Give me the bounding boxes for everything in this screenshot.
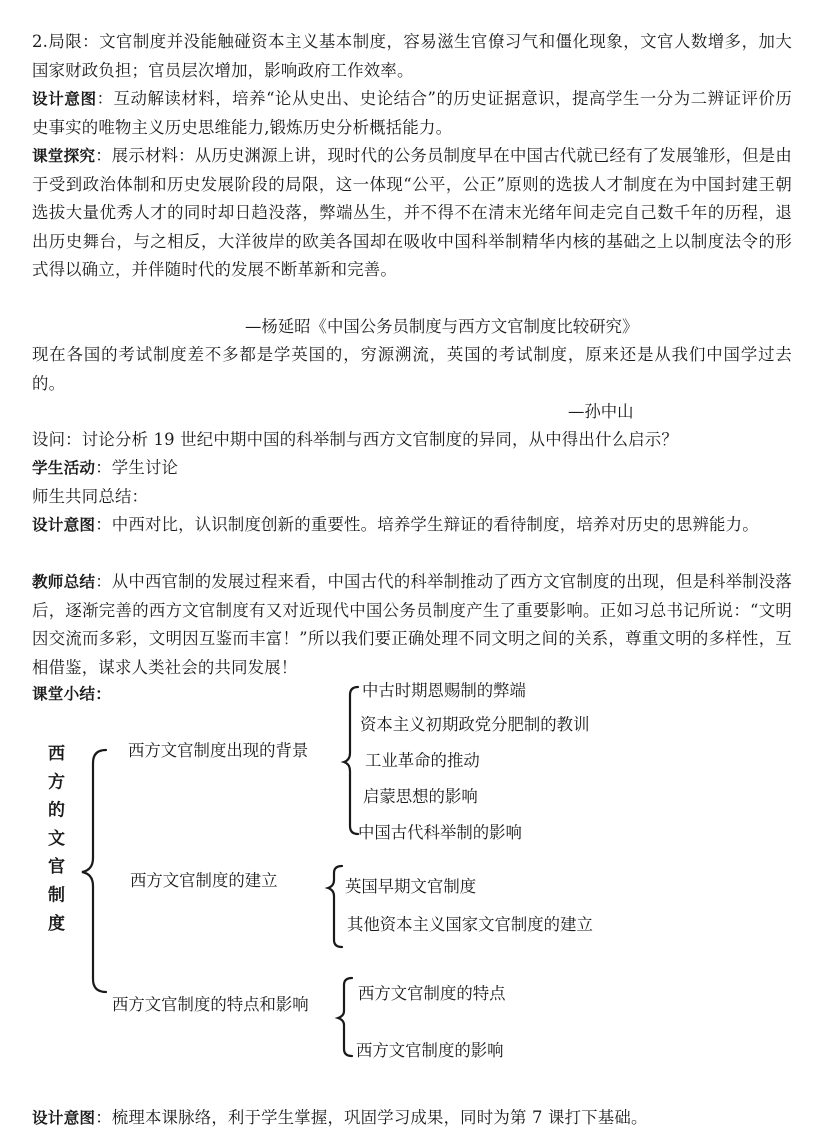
background-item: 工业革命的推动 bbox=[365, 751, 480, 770]
background-item: 资本主义初期政党分肥制的教训 bbox=[360, 715, 590, 734]
background-item: 中国古代科举制的影响 bbox=[358, 823, 522, 842]
class-summary-label: 课堂小结 bbox=[32, 685, 96, 703]
root-brace bbox=[82, 750, 106, 992]
background-brace bbox=[344, 687, 358, 834]
class-summary-colon: ： bbox=[95, 685, 111, 703]
design-intent-3-label: 设计意图 bbox=[32, 1109, 96, 1127]
design-intent-label: 设计意图 bbox=[32, 90, 97, 108]
teacher-summary-text: ：从中西官制的发展过程来看，中国古代的科举制推动了西方文官制度的出现，但是科举制没落后，逐渐完善的西方文官制度有又对近现代中国公务员制度产生了重要影响。正如习总书记所说：“文明因交流而多彩，文明因互鉴而丰富！”所以我们要正确处理不同文明之间的关系，尊重文明的多样性，互相借鉴，谋求人类社会的共同发展！ bbox=[32, 572, 792, 677]
branch-features-impact: 西方文官制度的特点和影响 bbox=[112, 995, 309, 1014]
class-inquiry-text: ：展示材料：从历史渊源上讲，现时代的公务员制度早在中国古代就已经有了发展雏形，但是由于受到政治体制和历史发展阶段的局限，这一体现“公平，公正”原则的选拔人才制度在为中国封建王朝选拔大量优秀人才的同时却日趋没落，弊端丛生，并不得不在清末光绪年间走完自己数千年的历程，退出历史舞台，与之相反，大洋彼岸的欧美各国却在吸收中国科举制精华内核的基础之上以制度法令的形式得以确立，并伴随时代的发展不断革新和完善。 bbox=[32, 146, 792, 280]
design-intent-3-text: ：梳理本课脉络，利于学生掌握，巩固学习成果，同时为第 7 课打下基础。 bbox=[95, 1108, 648, 1127]
background-item: 启蒙思想的影响 bbox=[363, 787, 478, 806]
features-brace bbox=[338, 978, 352, 1056]
sun-quote-text: 现在各国的考试制度差不多都是学英国的，穷源溯流，英国的考试制度，原来还是从我们中国学过去的。 bbox=[32, 345, 792, 393]
branch-background: 西方文官制度出现的背景 bbox=[128, 741, 309, 760]
branch-establishment: 西方文官制度的建立 bbox=[130, 871, 278, 890]
question-text: 设问：讨论分析 19 世纪中期中国的科举制与西方文官制度的异同，从中得出什么启示？ bbox=[32, 430, 678, 449]
student-activity-text: ：学生讨论 bbox=[95, 458, 179, 477]
design-intent-text: ：互动解读材料，培养“论从史出、史论结合”的历史证据意识，提高学生一分为二辨证评价历史事实的唯物主义历史思维能力,锻炼历史分析概括能力。 bbox=[32, 89, 792, 137]
features-item: 西方文官制度的特点 bbox=[358, 984, 506, 1003]
class-inquiry-label: 课堂探究 bbox=[32, 147, 96, 165]
features-item: 西方文官制度的影响 bbox=[356, 1041, 504, 1060]
teacher-summary-label: 教师总结 bbox=[32, 573, 96, 591]
citation-sun: —孙中山 bbox=[568, 402, 634, 421]
outline-root: 西方的文官制度 bbox=[44, 744, 64, 943]
limitations-text: 2.局限：文官制度并没能触碰资本主义基本制度，容易滋生官僚习气和僵化现象，文官人数增多，加大国家财政负担；官员层次增加，影响政府工作效率。 bbox=[32, 32, 792, 80]
joint-summary-text: 师生共同总结： bbox=[32, 487, 149, 506]
citation-yang: —杨延昭《中国公务员制度与西方文官制度比较研究》 bbox=[245, 317, 639, 336]
background-item: 中古时期恩赐制的弊端 bbox=[362, 681, 526, 700]
establishment-item: 其他资本主义国家文官制度的建立 bbox=[347, 915, 593, 934]
paragraph-design-intent-3 bbox=[32, 1104, 792, 1133]
design-intent-2-text: ：中西对比，认识制度创新的重要性。培养学生辩证的看待制度，培养对历史的思辨能力。 bbox=[95, 515, 759, 534]
establishment-brace bbox=[328, 866, 342, 947]
establishment-item: 英国早期文官制度 bbox=[345, 877, 477, 896]
design-intent-2-label: 设计意图 bbox=[32, 516, 96, 534]
student-activity-label: 学生活动 bbox=[32, 459, 96, 477]
